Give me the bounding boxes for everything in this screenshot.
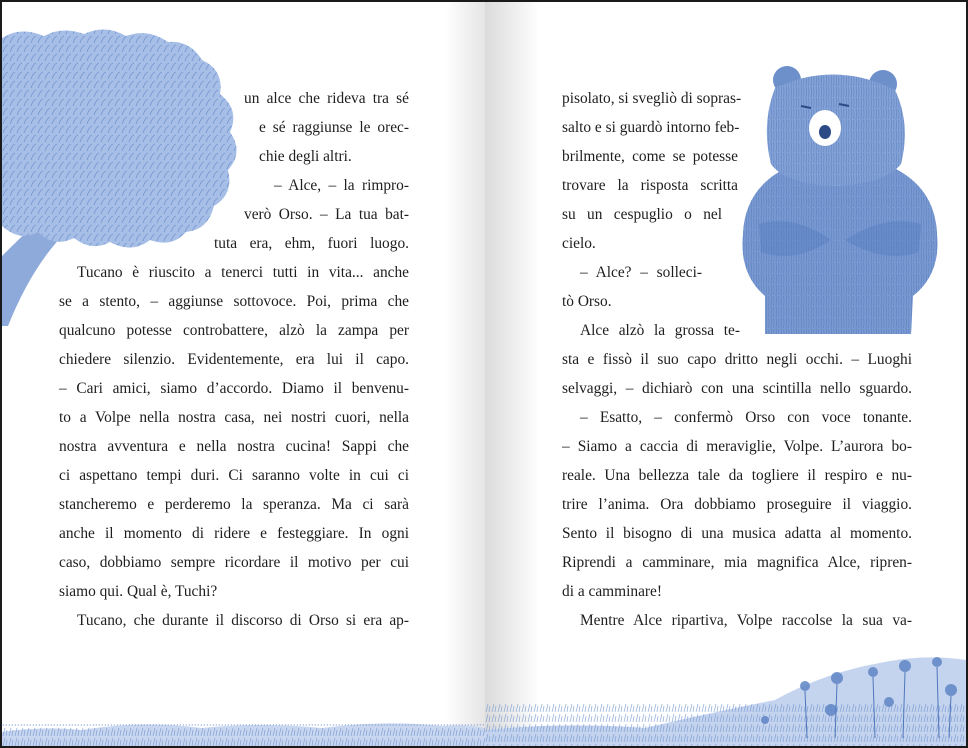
text-line: to a Volpe nella nostra casa, nei nostri cuori, nella: [59, 409, 409, 426]
text-line: Tucano, che durante il discorso di Orso si era ap-: [77, 612, 409, 629]
text-line: – Alce? – solleci-: [580, 264, 702, 281]
bear-illustration: [735, 64, 945, 336]
text-line: tuta era, ehm, fuori luogo.: [214, 235, 409, 252]
text-line: Tucano è riuscito a tenerci tutti in vita... anche: [77, 264, 409, 281]
text-line: brilmente, come se potesse: [562, 148, 738, 165]
text-line: siamo qui. Qual è, Tuchi?: [59, 583, 218, 600]
text-line: qualcuno potesse controbattere, alzò la zampa per: [59, 322, 409, 339]
text-line: Mentre Alce ripartiva, Volpe raccolse la sua va-: [580, 612, 912, 629]
right-page: [485, 2, 966, 746]
text-line: un alce che rideva tra sé: [244, 90, 409, 107]
text-line: stancheremo e perderemo la speranza. Ma ci sarà: [59, 496, 409, 513]
text-line: – Siamo a caccia di meraviglie, Volpe. L’aurora bo-: [562, 438, 912, 455]
text-line: se a stento, – aggiunse sottovoce. Poi, prima che: [59, 293, 409, 310]
text-line: Sento il bisogno di una musica adatta al momento.: [562, 525, 912, 542]
text-line: chiedere silenzio. Evidentemente, era lui il capo.: [59, 351, 409, 368]
text-line: verò Orso. – La tua bat-: [244, 206, 409, 223]
text-line: di a camminare!: [562, 583, 662, 600]
text-line: Alce alzò la grossa te-: [580, 322, 740, 339]
text-line: selvaggi, – dichiarò con una scintilla nello sguardo.: [562, 380, 912, 397]
text-line: trovare la risposta scritta: [562, 177, 738, 194]
text-line: reale. Una bellezza tale da togliere il respiro e nu-: [562, 467, 912, 484]
gutter-shadow-right: [485, 2, 540, 746]
text-line: caso, dobbiamo sempre ricordare il motivo per cui: [59, 554, 409, 571]
flowers-illustration-right: [485, 642, 966, 746]
text-line: salto e si guardò intorno feb-: [562, 119, 740, 136]
grass-illustration-left: [2, 706, 485, 746]
text-line: ci aspettano tempi duri. Ci saranno volte in cui ci: [59, 467, 409, 484]
text-line: e sé raggiunse le orec-: [259, 119, 409, 136]
left-page: [2, 2, 485, 746]
text-line: tò Orso.: [562, 293, 612, 310]
text-line: Riprendi a camminare, mia magnifica Alce, ripren-: [562, 554, 912, 571]
text-line: su un cespuglio o nel: [562, 206, 722, 223]
text-line: anche il momento di ridere e festeggiare. In ogni: [59, 525, 409, 542]
text-line: chie degli altri.: [259, 148, 352, 165]
text-line: cielo.: [562, 235, 596, 252]
text-line: – Esatto, – confermò Orso con voce tonante.: [580, 409, 912, 426]
text-line: pisolato, si svegliò di sopras-: [562, 90, 742, 107]
text-line: sta e fissò il suo capo dritto negli occhi. – Luoghi: [562, 351, 912, 368]
text-line: – Cari amici, siamo d’accordo. Diamo il benvenu-: [59, 380, 409, 397]
text-line: trire l’anima. Ora dobbiamo proseguire il viaggio.: [562, 496, 912, 513]
text-line: nostra avventura e nella nostra cucina! Sappi che: [59, 438, 409, 455]
text-line: – Alce, – la rimpro-: [274, 177, 409, 194]
gutter-shadow-left: [445, 2, 485, 746]
